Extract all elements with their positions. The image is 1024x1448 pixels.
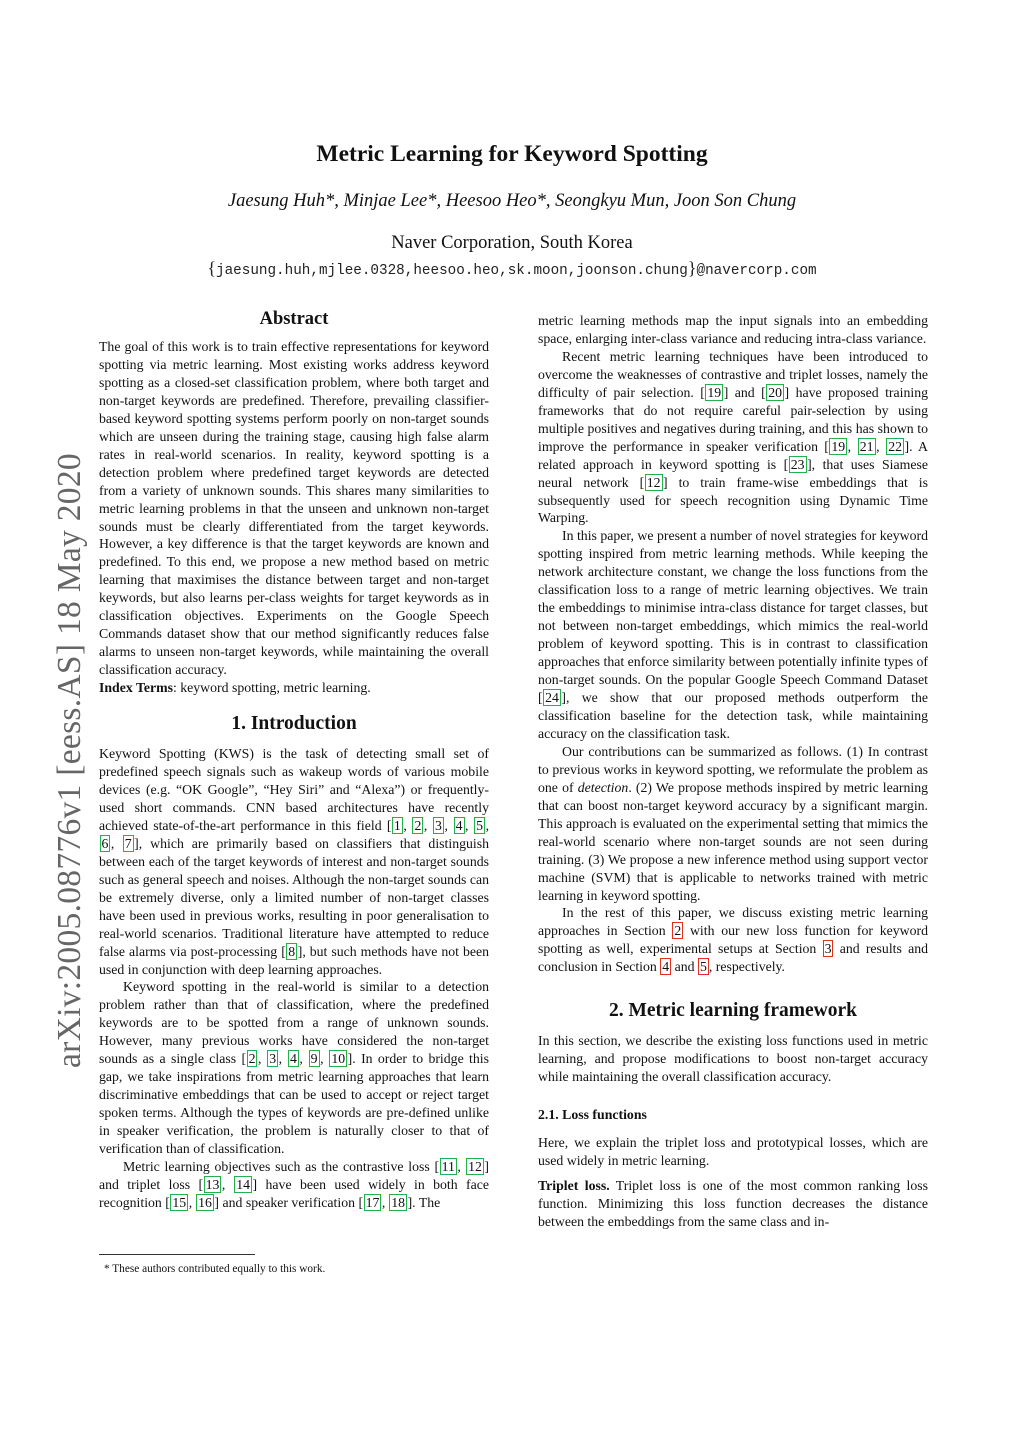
citation-link[interactable]: 17 , 18 (365, 1194, 406, 1210)
citation-number[interactable]: 18 (391, 1194, 406, 1210)
abstract-heading: Abstract (259, 309, 329, 329)
citation-number[interactable]: 22 (888, 438, 903, 454)
footnote: * These authors contributed equally to this work. (104, 1263, 326, 1275)
email-addresses: {jaesung.huh,mjlee.0328,heesoo.heo,sk.moon,joonson.chung}@navercorp.com (207, 258, 817, 279)
citation-number[interactable]: 13 (205, 1176, 220, 1192)
citation-link[interactable] (705, 385, 724, 400)
right-paragraph-1: metric learning methods map the input signals into an embedding space, enlarging inter-class variance and reducing intra-class variance. (538, 313, 928, 346)
citation-number[interactable]: 5 (476, 817, 484, 833)
citation-link[interactable] (766, 385, 785, 400)
citation-link[interactable]: 11 , 12 (441, 1158, 482, 1174)
citation-number[interactable]: 11 (441, 1158, 455, 1174)
citation-link[interactable]: 2 , 3 , 4 , 9 , 10 (248, 1051, 346, 1067)
arxiv-sidebar-stamp: arXiv:2005.08776v1 [eess.AS] 18 May 2020 (51, 453, 88, 1068)
loss-functions-intro: Here, we explain the triplet loss and prototypical losses, which are used widely in metric learning. (538, 1135, 928, 1169)
contributions-paragraph: Our contributions can be summarized as follows. (1) In contrast to previous works in keyword spotting, we reformulate the problem as one of detection. (2) We propose methods inspired by metric learning that can boost non-target keyword accuracy by a significant margin. This approach is evaluated on the experimental setting that mimics the real-world scenario where non-target sounds are not seen during training. (3) We propose a new inference method using support vector machine (SVM) that is applicable to networks trained with metric learning in keyword spotting. (538, 743, 929, 903)
citation-number[interactable]: 4 (289, 1051, 297, 1067)
intro-paragraph-2: Keyword spotting in the real-world is similar to a detection problem rather than that of classification, where the predefined keywords are to be spotted from a range of unknown sounds. However, many previous works have considered the non-target sounds as a single class [ 2 , 3 , 4 , 9 , 10 ]. In order to bridge this gap, we take inspirations from metric learning approaches that learn discriminative embeddings that can be used to accept or reject target spoken terms. Although the types of keywords are pre-defined unlike in speaker verification, the problem is naturally closer to that of verification than of classification. (99, 979, 489, 1157)
footnote-rule (99, 1254, 255, 1255)
right-paragraph-3: In this paper, we present a number of novel strategies for keyword spotting inspired from metric learning methods. While keeping the network architecture constant, we change the loss functions from the classification loss to a range of metric learning objectives. We train the embeddings to minimise intra-class distance for target classes, but not between non-target embeddings, which mimics the real-world problem of keyword spotting. This is in contrast to classification approaches that enforce similarity between potentially infinite types of non-target sounds. On the popular Google Speech Command Dataset [ 24 ], we show that our proposed methods outperform the classification baseline for the detection task, while maintaining accuracy on the classification task. (538, 528, 929, 741)
citation-link[interactable] (286, 944, 298, 959)
author-list: Jaesung Huh*, Minjae Lee*, Heesoo Heo*, Seongkyu Mun, Joon Son Chung (227, 191, 797, 211)
citation-link[interactable]: 19 , 21 , 22 (831, 438, 903, 454)
citation-number[interactable]: 15 (172, 1194, 187, 1210)
citation-link[interactable] (788, 457, 807, 472)
citation-number[interactable]: 19 (831, 438, 846, 454)
intro-paragraph-1: Keyword Spotting (KWS) is the task of detecting small set of predefined speech signals such as wakeup words of various mobile devices (e.g. “OK Google”, “Hey Siri” and “Alexa”) or frequently-used short commands. CNN based architectures have recently achieved state-of-the-art performance in this field [ 1 , 2 , 3 , 4 , 5 , 6 , 7 ], which are primarily based on classifiers that distinguish between each of the target keywords of interest and non-target sounds such as general speech and noises. Although the non-target sounds can be extremely diverse, only a limited number of non-target classes have been used in previous works, resulting in poor generalisation to real-world scenarios. Traditional literature have attempted to reduce false alarms via post-processing [ 8 ], but such methods have not been used in conjunction with deep learning approaches. (99, 746, 490, 977)
citation-number[interactable]: 12 (646, 474, 661, 490)
paper-title: Metric Learning for Keyword Spotting (316, 141, 708, 167)
citation-number[interactable]: 10 (331, 1051, 346, 1067)
citation-number[interactable]: 17 (365, 1194, 380, 1210)
citation-number[interactable]: 20 (768, 384, 783, 400)
right-column (538, 312, 928, 1231)
citation-number[interactable]: 2 (248, 1051, 256, 1067)
index-terms: Index Terms: keyword spotting, metric learning. (99, 680, 371, 696)
citation-number[interactable]: 1 (393, 817, 401, 833)
citation-link[interactable]: 15 , 16 (172, 1194, 212, 1210)
section-1-heading: 1. Introduction (231, 713, 357, 735)
citation-link[interactable]: 1 , 2 , 3 , 4 , 5 , 6 , 7 (101, 817, 490, 851)
citation-number[interactable]: 8 (288, 943, 296, 959)
abstract-text: The goal of this work is to train effective representations for keyword spotting via metric learning. Most existing works address keyword spotting as a closed-set classification problem, where both target and non-target keywords are predefined. Therefore, prevailing classifier-based keyword spotting systems perform poorly on non-target sounds which are unseen during the training stage, causing high false alarm rates in real-world scenarios. In reality, keyword spotting is a detection problem where predefined target keywords are detected from a variety of unknown sounds. This shares many similarities to metric learning problems in that the unseen and unknown non-target sounds must be clearly differentiated from the target keywords. However, a key difference is that the target keywords are known and predefined. To this end, we propose a new method based on metric learning that maximises the distance between target and non-target keywords, but also learns per-class weights for target keywords as in classification objectives. Experiments on the Google Speech Commands dataset show that our method significantly reduces false alarms to unseen non-target keywords, while maintaining the overall classification accuracy. (99, 339, 489, 678)
right-paragraph-2: Recent metric learning techniques have been introduced to overcome the weaknesses of contrastive and triplet losses, namely the difficulty of pair selection. [ 19 ] and [ 20 ] have proposed training frameworks that do not require careful pair-selection by using multiple positives and negatives during training, and this has shown to improve the performance in speaker verification [ 19 , 21 , 22 ]. A related approach in keyword spotting is [ 23 ], that uses Siamese neural network [ 12 ] to train frame-wise embeddings that is subsequently used for speech recognition using Dynamic Time Warping. (538, 348, 928, 526)
affiliation: Naver Corporation, South Korea (391, 233, 633, 253)
citation-number[interactable]: 21 (859, 438, 874, 454)
citation-number[interactable]: 16 (198, 1194, 212, 1210)
section-2-intro: In this section, we describe the existing loss functions used in metric learning, and propose modifications to boost non-target accuracy while maintaining the overall classification accuracy. (538, 1033, 928, 1085)
triplet-loss-paragraph: Triplet loss. Triplet loss is one of the most common ranking loss function. Minimizing this loss function decreases the distance between the embeddings from the same class and in- (538, 1177, 928, 1229)
section-ref-link[interactable]: 5 (699, 959, 707, 975)
citation-number[interactable]: 12 (468, 1158, 482, 1174)
citation-number[interactable]: 7 (124, 835, 132, 851)
citation-number[interactable]: 24 (545, 690, 559, 706)
citation-number[interactable]: 9 (310, 1051, 318, 1067)
citation-number[interactable]: 23 (790, 456, 805, 472)
citation-number[interactable]: 2 (414, 817, 422, 833)
paper-outline-paragraph: In the rest of this paper, we discuss existing metric learning approaches in Section 2 with our new loss function for keyword spotting as well, experimental setups at Section 3 and results and conclusion in Section 4 and 5 , respectively. (538, 905, 928, 975)
intro-paragraph-3: Metric learning objectives such as the contrastive loss [ 11 , 12 ] and triplet loss [ 13 , 14 ] have been used widely in both face recognition [ 15 , 16 ] and speaker verification [ 17 , 18 ]. The (99, 1158, 489, 1210)
section-ref-link[interactable]: 3 (824, 941, 832, 957)
citation-link[interactable] (644, 475, 663, 490)
citation-number[interactable]: 14 (236, 1176, 251, 1192)
subsection-2-1-heading: 2.1. Loss functions (538, 1107, 647, 1123)
citation-link[interactable] (543, 690, 562, 705)
citation-number[interactable]: 19 (707, 384, 722, 400)
citation-number[interactable]: 3 (269, 1051, 277, 1067)
citation-link[interactable]: 13 , 14 (205, 1176, 251, 1192)
citation-number[interactable]: 3 (435, 817, 442, 833)
citation-number[interactable]: 6 (101, 835, 109, 851)
section-2-heading: 2. Metric learning framework (609, 1000, 857, 1022)
citation-number[interactable]: 4 (455, 817, 463, 833)
left-column (99, 306, 489, 1212)
section-ref-link[interactable]: 2 (674, 923, 682, 939)
section-ref-link[interactable]: 4 (662, 959, 670, 975)
